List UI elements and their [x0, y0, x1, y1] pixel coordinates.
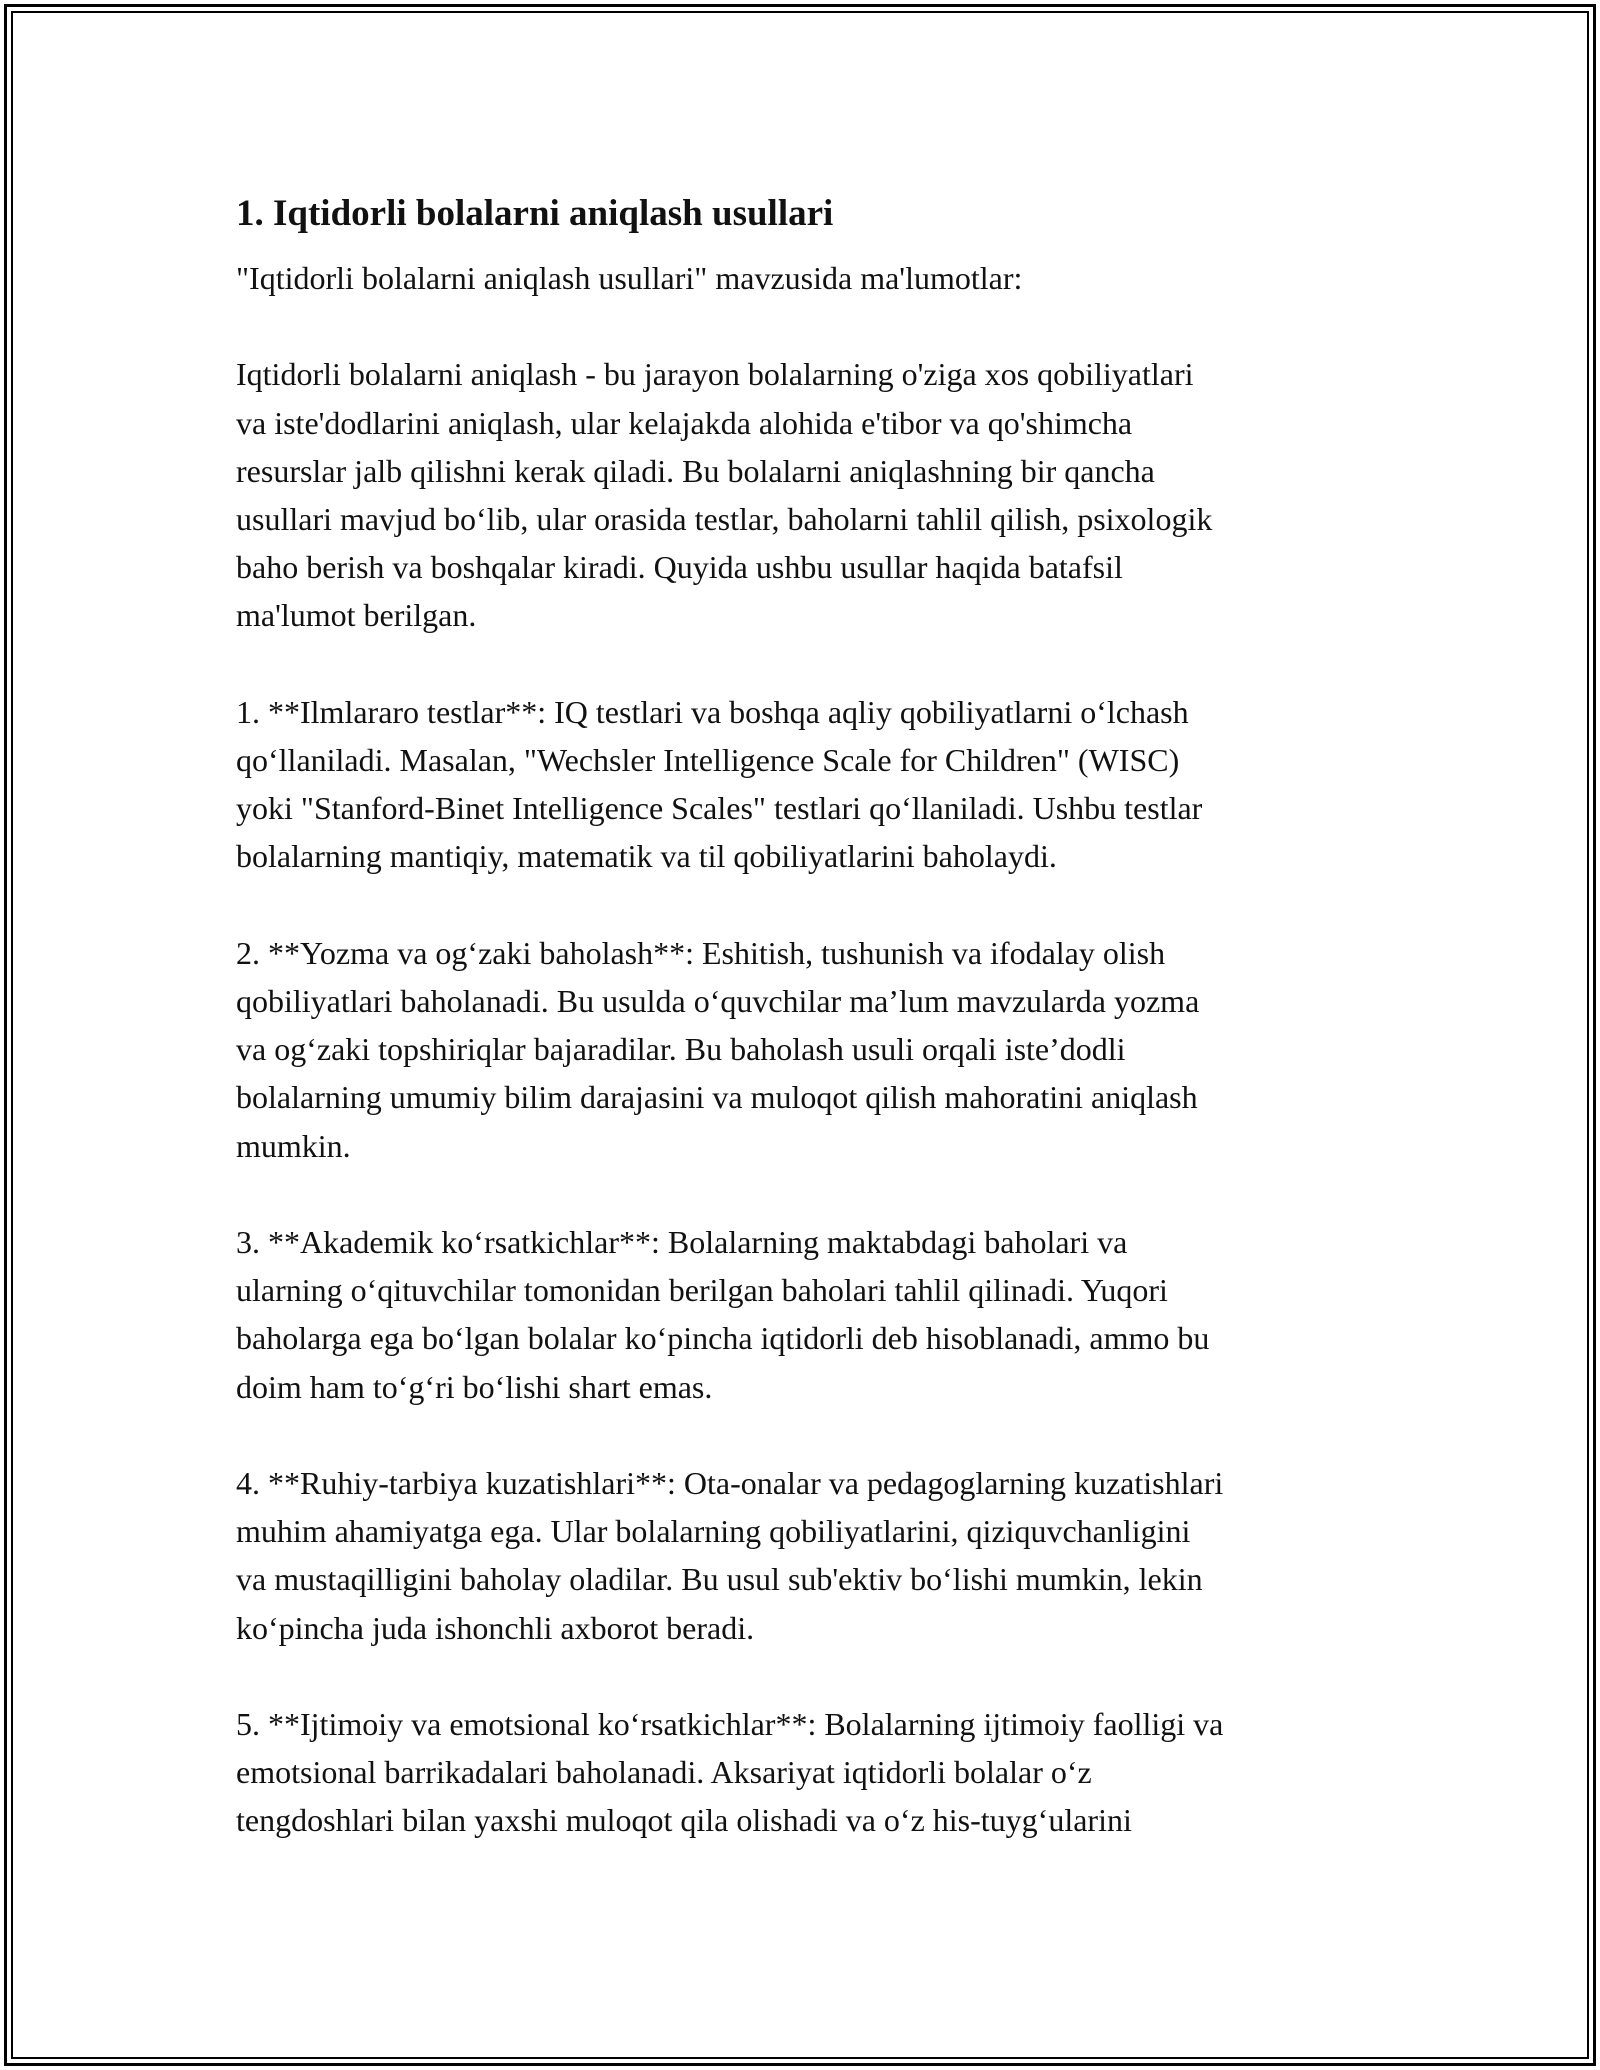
method-3-paragraph: 3. **Akademik ko‘rsatkichlar**: Bolalarning maktabdagi baholari va ularning o‘qituvchilar tomonidan berilgan baholari tahlil qilinadi. Yuqori baholarga ega bo‘lgan bolalar ko‘pincha iqtidorli deb hisoblanadi, ammo bu doim ham to‘g‘ri bo‘lishi shart emas. — [236, 1224, 1210, 1405]
document-page — [236, 186, 1386, 1845]
document-title: 1. Iqtidorli bolalarni aniqlash usullari — [236, 193, 834, 234]
intro-line: "Iqtidorli bolalarni aniqlash usullari" mavzusida ma'lumotlar: — [236, 260, 1023, 296]
method-2-paragraph: 2. **Yozma va og‘zaki baholash**: Eshitish, tushunish va ifodalay olish qobiliyatlari baholanadi. Bu usulda o‘quvchilar ma’lum mavzularda yozma va og‘zaki topshiriqlar bajaradilar. Bu baholash usuli orqali iste’dodli bolalarning umumiy bilim darajasini va muloqot qilish mahoratini aniqlash mumkin. — [236, 934, 1200, 1164]
method-4-paragraph: 4. **Ruhiy-tarbiya kuzatishlari**: Ota-onalar va pedagoglarning kuzatishlari muhim ahamiyatga ega. Ular bolalarning qobiliyatlarini, qiziquvchanligini va mustaqilligini baholay oladilar. Bu usul sub'ektiv bo‘lishi mumkin, lekin ko‘pincha juda ishonchli axborot beradi. — [236, 1465, 1224, 1646]
intro-paragraph: Iqtidorli bolalarni aniqlash - bu jarayon bolalarning o'ziga xos qobiliyatlari va iste'dodlarini aniqlash, ular kelajakda alohida e'tibor va qo'shimcha resurslar jalb qilishni kerak qiladi. Bu bolalarni aniqlashning bir qancha usullari mavjud bo‘lib, ular orasida testlar, baholarni tahlil qilish, psixologik baho berish va boshqalar kiradi. Quyida ushbu usullar haqida batafsil ma'lumot berilgan. — [236, 356, 1213, 634]
document-body — [236, 254, 1386, 1845]
method-5-paragraph: 5. **Ijtimoiy va emotsional ko‘rsatkichlar**: Bolalarning ijtimoiy faolligi va emotsional barrikadalari baholanadi. Aksariyat iqtidorli bolalar o‘z tengdoshlari bilan yaxshi muloqot qila olishadi va o‘z his-tuyg‘ularini — [236, 1706, 1224, 1839]
method-1-paragraph: 1. **Ilmlararo testlar**: IQ testlari va boshqa aqliy qobiliyatlarni o‘lchash qo‘llaniladi. Masalan, "Wechsler Intelligence Scale for Children" (WISC) yoki "Stanford-Binet Intelligence Scales" testlari qo‘llaniladi. Ushbu testlar bolalarning mantiqiy, matematik va til qobiliyatlarini baholaydi. — [236, 693, 1203, 875]
